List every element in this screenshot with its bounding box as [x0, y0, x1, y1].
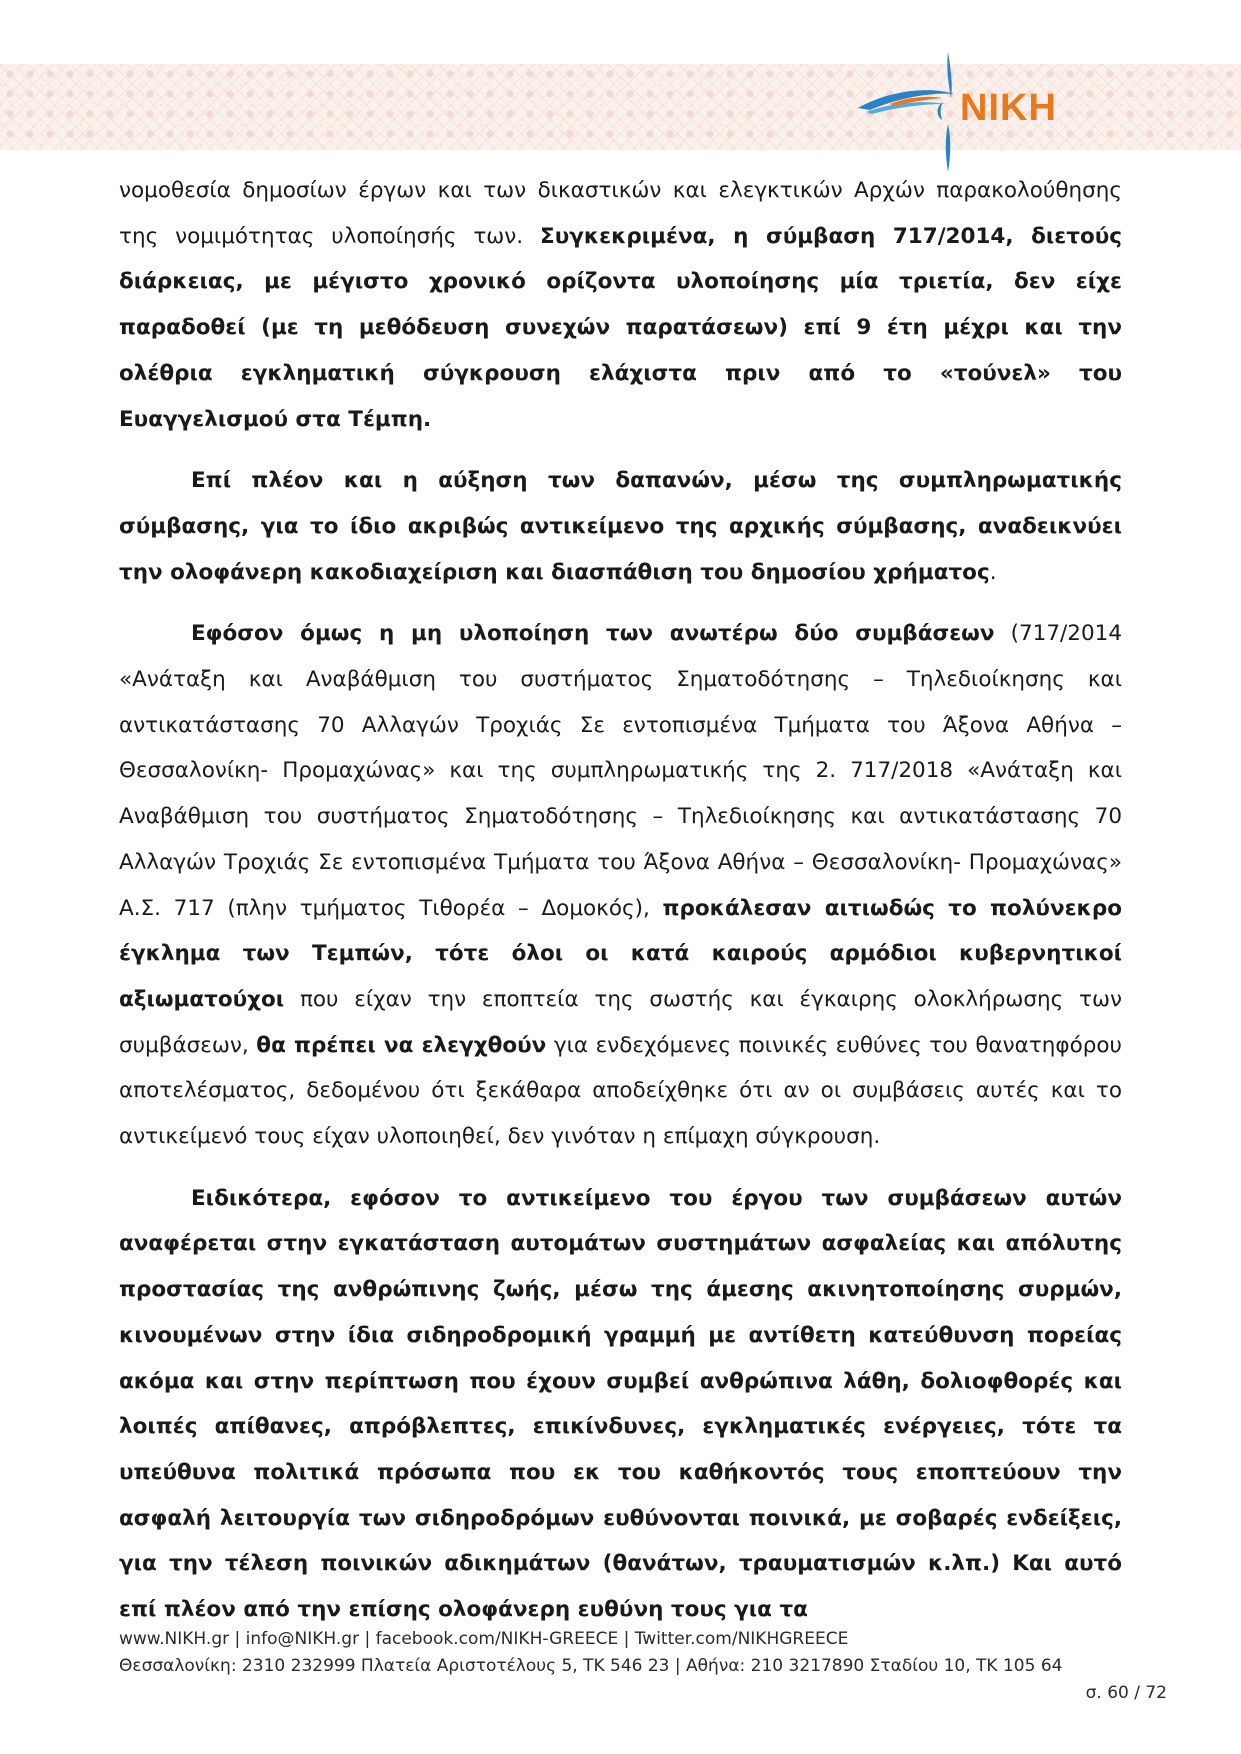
logo-star-stroke-top: [947, 52, 951, 98]
paragraph-1: [119, 168, 1122, 442]
logo-star-stroke-left: [938, 102, 943, 120]
page-footer: [119, 1626, 1169, 1680]
paragraph-3: [119, 611, 1122, 1159]
p3-text-1: (717/2014 «Ανάταξη και Αναβάθμιση του συστήματος Σηματοδότησης – Τηλεδιοίκησης και αντικατάστασης 70 Αλλαγών Τροχιάς Σε εντοπισμένα Τμήματα του Άξονα Αθήνα – Θεσσαλονίκη- Προμαχώνας» και της συμπληρωματικής της 2. 717/2018 «Ανάταξη και Αναβάθμιση του συστήματος Σηματοδότησης – Τηλεδιοίκησης και αντικατάστασης 70 Αλλαγών Τροχιάς Σε εντοπισμένα Τμήματα του Άξονα Αθήνα – Θεσσαλονίκη- Προμαχώνας» Α.Σ. 717 (πλην τμήματος Τιθορέα – Δομοκός),: [119, 621, 1122, 921]
footer-contact-links: www.NIKH.gr | info@NIKH.gr | facebook.com/NIKH-GREECE | Twitter.com/NIKHGREECE: [119, 1629, 849, 1649]
p3-text-3: για ενδεχόμενες ποινικές ευθύνες του θανατηφόρου αποτελέσματος, δεδομένου ότι ξεκάθαρα αποδείχθηκε ότι αν οι συμβάσεις αυτές και το αντικείμενό τους είχαν υλοποιηθεί, δεν γινόταν η επίμαχη σύγκρουση.: [119, 1032, 1122, 1150]
p3-bold-3: θα πρέπει να ελεγχθούν: [256, 1032, 547, 1058]
document-body: [119, 168, 1122, 1649]
logo-star-stroke-bottom: [946, 124, 951, 172]
footer-addresses: Θεσσαλονίκη: 2310 232999 Πλατεία Αριστοτέλους 5, ΤΚ 546 23 | Αθήνα: 210 3217890 Σταδίου 10, ΤΚ 105 64: [119, 1656, 1063, 1676]
p3-bold-2: προκάλεσαν αιτιωδώς το πολύνεκρο έγκλημα των Τεμπών, τότε όλοι οι κατά καιρούς αρμόδιοι κυβερνητικοί αξιωματούχοι: [119, 895, 1122, 1012]
p3-bold-1: Εφόσον όμως η μη υλοποίηση των ανωτέρω δύο συμβάσεων: [191, 621, 995, 647]
p4-bold: Ειδικότερα, εφόσον το αντικείμενο του έργου των συμβάσεων αυτών αναφέρεται στην εγκατάσταση αυτομάτων συστημάτων ασφαλείας και απόλυτης προστασίας της ανθρώπινης ζωής, μέσω της άμεσης ακινητοποίησης συρμών, κινουμένων στην ίδια σιδηροδρομική γραμμή με αντίθετη κατεύθυνση πορείας ακόμα και στην περίπτωση που έχουν συμβεί ανθρώπινα λάθη, δολιοφθορές και λοιπές απίθανες, απρόβλεπτες, επικίνδυνες, εγκληματικές ενέργειες, τότε τα υπεύθυνα πολιτικά πρόσωπα που εκ του καθήκοντός τους εποπτεύουν την ασφαλή λειτουργία των σιδηροδρόμων ευθύνονται ποινικά, με σοβαρές ενδείξεις, για την τέλεση ποινικών αδικημάτων (θανάτων, τραυματισμών κ.λπ.) Και αυτό επί πλέον από την επίσης ολοφάνερη ευθύνη τους για τα: [119, 1185, 1122, 1623]
p2-text: .: [989, 559, 997, 585]
logo-wordmark: NIKH: [960, 87, 1057, 129]
p1-bold: Συγκεκριμένα, η σύμβαση 717/2014, διετούς διάρκειας, με μέγιστο χρονικό ορίζοντα υλοποίησης μία τριετία, δεν είχε παραδοθεί (με τη μεθόδευση συνεχών παρατάσεων) επί 9 έτη μέχρι και την ολέθρια εγκληματική σύγκρουση ελάχιστα πριν από το «τούνελ» του Ευαγγελισμού στα Τέμπη.: [119, 223, 1122, 432]
paragraph-2: [119, 458, 1122, 595]
page-number: σ. 60 / 72: [1085, 1683, 1167, 1703]
paragraph-4: [119, 1176, 1122, 1633]
p3-text-2: που είχαν την εποπτεία της σωστής και έγκαιρης ολοκλήρωσης των συμβάσεων,: [119, 986, 1122, 1058]
p2-bold: Επί πλέον και η αύξηση των δαπανών, μέσω της συμπληρωματικής σύμβασης, για το ίδιο ακριβώς αντικείμενο της αρχικής σύμβασης, αναδεικνύει την ολοφάνερη κακοδιαχείριση και διασπάθιση του δημοσίου χρήματος: [119, 468, 1122, 585]
p1-text: νομοθεσία δημοσίων έργων και των δικαστικών και ελεγκτικών Αρχών παρακολούθησης της νομιμότητας υλοποίησής των.: [119, 178, 1122, 249]
